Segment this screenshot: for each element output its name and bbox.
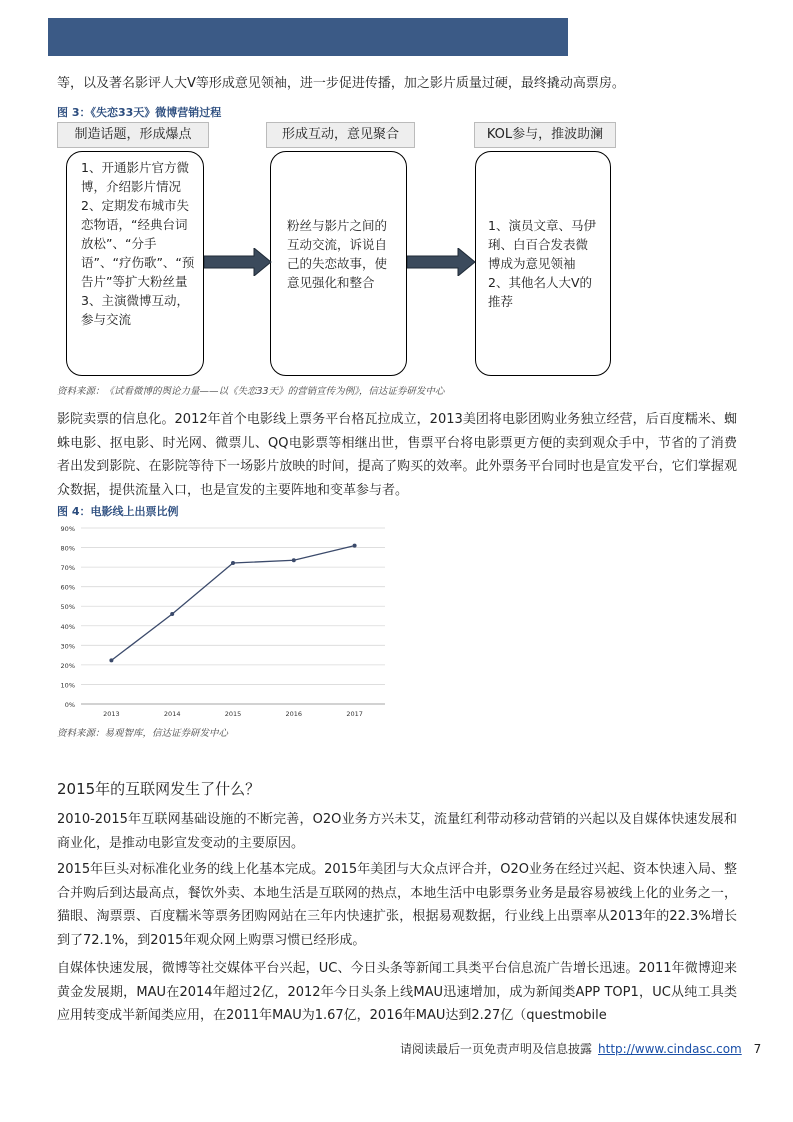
top-paragraph: 等，以及著名影评人大V等形成意见领袖，进一步促进传播，加之影片质量过硬，最终撬动高票房。 <box>57 76 625 91</box>
chart-x-tick-label: 2017 <box>346 710 363 718</box>
chart-y-tick-label: 30% <box>60 642 75 651</box>
chart-y-tick-label: 80% <box>60 544 75 553</box>
flow-arrow-1 <box>204 248 272 276</box>
column-header-3: KOL参与，推波助澜 <box>474 122 616 148</box>
chart-data-point <box>109 658 113 662</box>
paragraph-media: 自媒体快速发展，微博等社交媒体平台兴起，UC、今日头条等新闻工具类平台信息流广告增长迅速。2011年微博迎来黄金发展期，MAU在2014年超过2亿，2012年今日头条上线MAU迅速增加，成为新闻类APP TOP1，UC从纯工具类应用转变成半新闻类应用，在2011年MAU为1.67亿，2016年MAU达到2.27亿（questmobile <box>57 961 737 1023</box>
chart-data-point <box>170 612 174 616</box>
chart-y-tick-label: 50% <box>60 603 75 612</box>
chart-data-point <box>353 544 357 548</box>
paragraph-reasons: 2010-2015年互联网基础设施的不断完善，O2O业务方兴未艾，流量红利带动移动营销的兴起以及自媒体快速发展和商业化，是推动电影宣发变动的主要原因。 <box>57 812 737 851</box>
flow-box-1 <box>66 151 204 376</box>
column-header-1: 制造话题，形成爆点 <box>57 122 209 148</box>
online-ticket-chart <box>57 520 392 720</box>
section-title: 2015年的互联网发生了什么？ <box>57 780 261 798</box>
chart-data-point <box>231 561 235 565</box>
page-footer <box>400 1040 761 1057</box>
flow-box-2-text: 粉丝与影片之间的互动交流，诉说自己的失恋故事，使意见强化和整合 <box>287 218 388 290</box>
figure4-source: 资料来源：易观智库，信达证券研发中心 <box>57 728 229 739</box>
figure3-title: 图 3：《失恋33天》微博营销过程 <box>57 106 222 119</box>
chart-y-tick-label: 20% <box>60 661 75 670</box>
chart-y-tick-label: 60% <box>60 583 75 592</box>
chart-x-tick-label: 2016 <box>285 710 303 718</box>
chart-x-tick-label: 2013 <box>103 710 120 718</box>
paragraph-o2o: 2015年巨头对标准化业务的线上化基本完成。2015年美团与大众点评合并，O2O业务在经过兴起、资本快速入局、整合并购后到达最高点，餐饮外卖、本地生活是互联网的热点，本地生活中电影票务业务是最容易被线上化的业务之一，猫眼、淘票票、百度糯米等票务团购网站在三年内快速扩张，根据易观数据，行业线上出票率从2013年的22.3%增长到了72.1%，到2015年观众网上购票习惯已经形成。 <box>57 862 737 948</box>
flow-arrow-2 <box>407 248 476 276</box>
chart-data-point <box>292 558 296 562</box>
paragraph-ticketing: 影院卖票的信息化。2012年首个电影线上票务平台格瓦拉成立，2013美团将电影团购业务独立经营，后百度糯米、蜘蛛电影、抠电影、时光网、微票儿、QQ电影票等相继出世，售票平台将电影票更方便的卖到观众手中，节省的了消费者出发到影院、在影院等待下一场影片放映的时间，提高了购买的效率。此外票务平台同时也是宣发平台，它们掌握观众数据，提供流量入口，也是宣发的主要阵地和变革参与者。 <box>57 412 737 498</box>
chart-y-tick-label: 40% <box>60 622 75 631</box>
chart-x-tick-label: 2015 <box>224 710 242 718</box>
footer-link[interactable]: http://www.cindasc.com <box>598 1042 742 1056</box>
header-banner <box>48 18 568 56</box>
chart-y-tick-label: 90% <box>60 525 75 533</box>
flow-box-3-text: 1、演员文章、马伊琍、白百合发表微博成为意见领袖 2、其他名人大V的推荐 <box>488 218 596 309</box>
flow-box-2 <box>270 151 407 376</box>
page-number: 7 <box>753 1042 762 1056</box>
chart-y-tick-label: 70% <box>60 564 75 573</box>
flow-box-1-text: 1、开通影片官方微博，介绍影片情况 2、定期发布城市失恋物语，“经典台词放松”、“分手语”、“疗伤歌”、“预告片”等扩大粉丝量 3、主演微博互动，参与交流 <box>81 160 195 327</box>
footer-disclaimer: 请阅读最后一页免责声明及信息披露 <box>400 1042 593 1056</box>
chart-y-tick-label: 0% <box>64 701 75 709</box>
flow-box-3 <box>475 151 611 376</box>
chart-y-tick-label: 10% <box>60 681 75 690</box>
figure3-source: 资料来源：《试看微博的舆论力量——以《失恋33天》的营销宣传为例》，信达证券研发中心 <box>57 386 445 397</box>
figure4-title: 图 4：电影线上出票比例 <box>57 505 179 518</box>
chart-x-tick-label: 2014 <box>163 710 181 718</box>
column-header-2: 形成互动，意见聚合 <box>266 122 415 148</box>
